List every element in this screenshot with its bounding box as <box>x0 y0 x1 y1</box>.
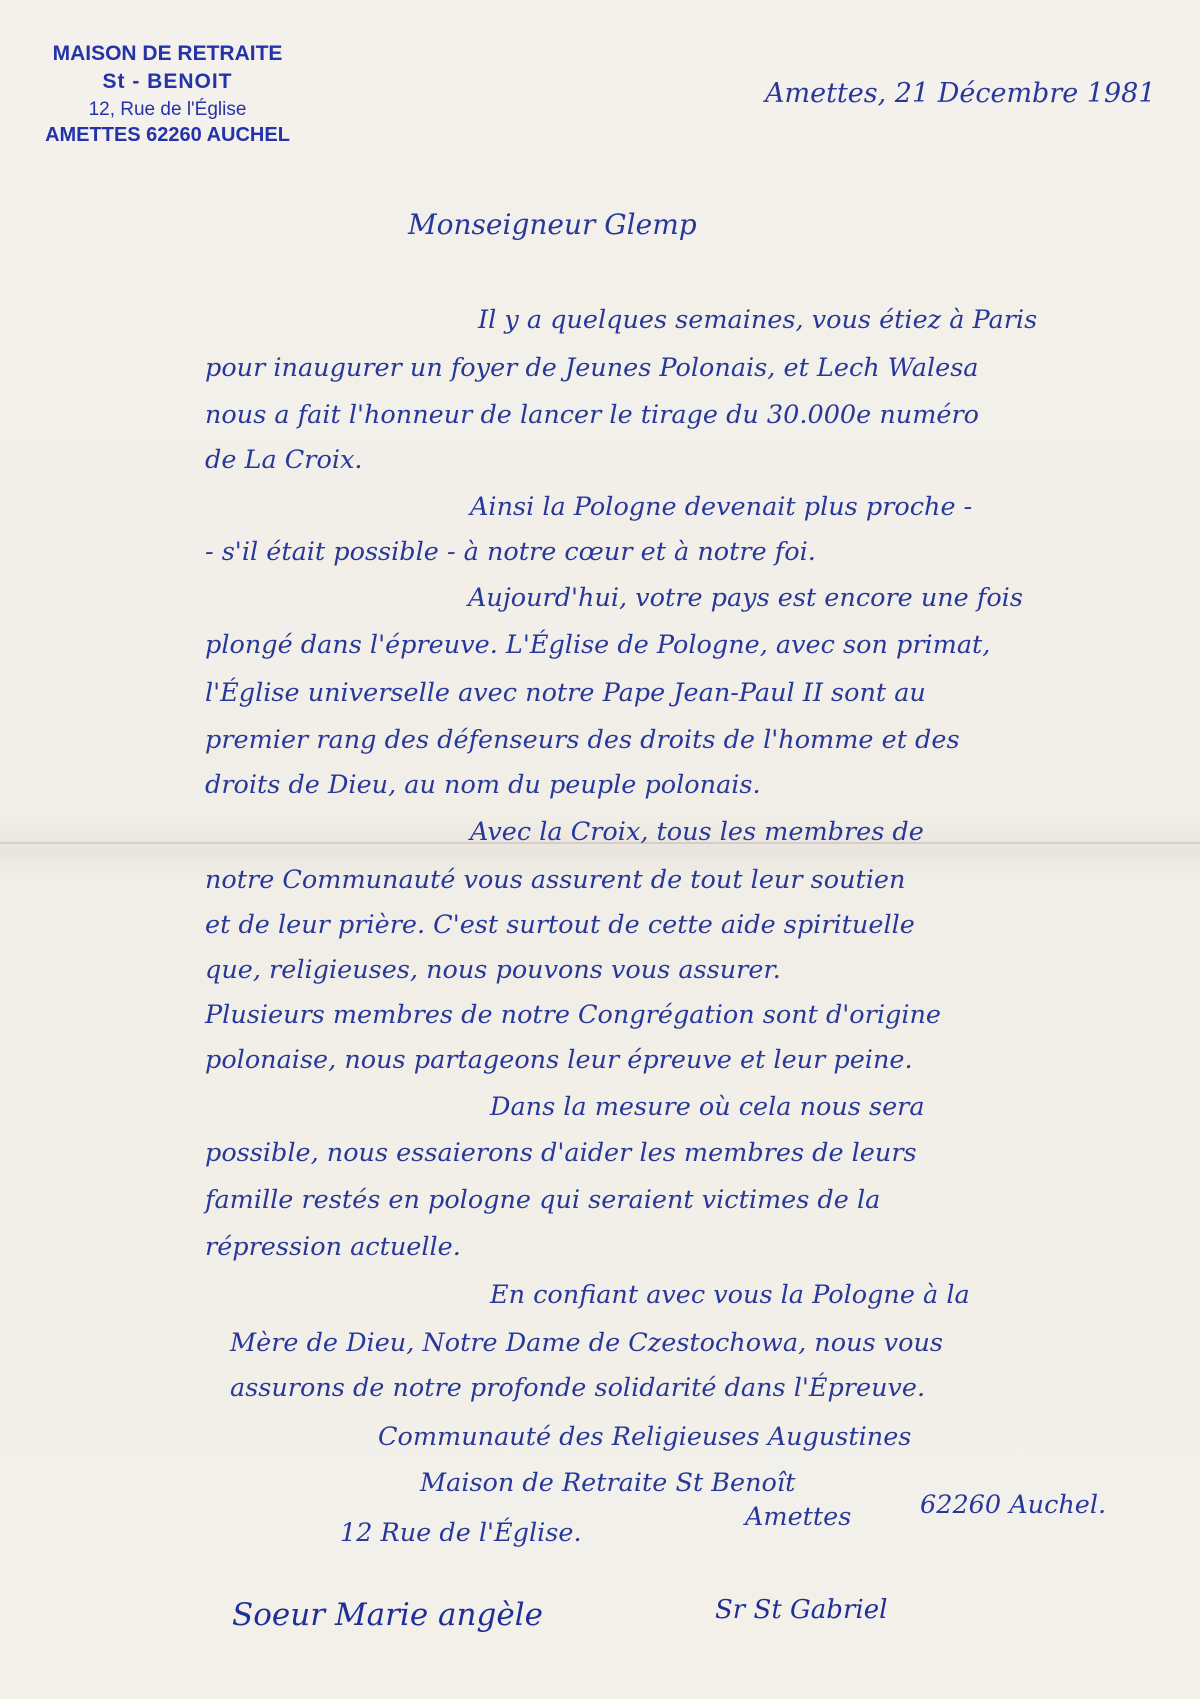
letterhead-stamp <box>30 40 305 149</box>
letterhead-town: AMETTES 62260 AUCHEL <box>45 124 290 147</box>
body-line: que, religieuses, nous pouvons vous assurer. <box>205 955 781 985</box>
closing-line: 12 Rue de l'Église. <box>340 1518 582 1548</box>
body-line: polonaise, nous partageons leur épreuve et leur peine. <box>205 1045 913 1075</box>
signature-sister-name: Soeur Marie angèle <box>232 1597 543 1633</box>
body-line: et de leur prière. C'est surtout de cette aide spirituelle <box>205 910 915 940</box>
body-line: l'Église universelle avec notre Pape Jean-Paul II sont au <box>205 678 926 708</box>
letterhead-street: 12, Rue de l'Église <box>88 98 247 120</box>
body-line: répression actuelle. <box>205 1232 461 1262</box>
closing-line: Maison de Retraite St Benoît <box>420 1468 796 1498</box>
body-line: famille restés en pologne qui seraient victimes de la <box>205 1185 881 1215</box>
body-line: droits de Dieu, au nom du peuple polonais. <box>205 770 761 800</box>
body-line: Avec la Croix, tous les membres de <box>470 817 924 847</box>
body-line: pour inaugurer un foyer de Jeunes Polonais, et Lech Walesa <box>205 353 979 383</box>
body-line: - s'il était possible - à notre cœur et à notre foi. <box>205 537 816 567</box>
letter-date: Amettes, 21 Décembre 1981 <box>765 78 1156 109</box>
closing-line: 62260 Auchel. <box>920 1490 1107 1520</box>
signature-second: Sr St Gabriel <box>715 1595 888 1625</box>
body-line: de La Croix. <box>205 445 363 475</box>
body-line: plongé dans l'épreuve. L'Église de Pologne, avec son primat, <box>205 630 991 660</box>
closing-line: Communauté des Religieuses Augustines <box>378 1422 912 1452</box>
body-line: nous a fait l'honneur de lancer le tirage du 30.000e numéro <box>205 400 980 430</box>
body-line: Dans la mesure où cela nous sera <box>490 1092 925 1122</box>
letter-salutation: Monseigneur Glemp <box>408 208 697 241</box>
body-line: premier rang des défenseurs des droits de l'homme et des <box>205 725 960 755</box>
body-line: possible, nous essaierons d'aider les membres de leurs <box>205 1138 917 1168</box>
closing-line: Amettes <box>745 1502 852 1532</box>
body-line: Plusieurs membres de notre Congrégation sont d'origine <box>205 1000 941 1030</box>
letterhead-subtitle: St - BENOIT <box>102 70 233 94</box>
letterhead-title: MAISON DE RETRAITE <box>52 42 283 65</box>
body-line: assurons de notre profonde solidarité dans l'Épreuve. <box>230 1373 926 1403</box>
body-line: Ainsi la Pologne devenait plus proche - <box>470 492 973 522</box>
body-line: Il y a quelques semaines, vous étiez à Paris <box>478 305 1038 335</box>
body-line: notre Communauté vous assurent de tout leur soutien <box>205 865 906 895</box>
body-line: Aujourd'hui, votre pays est encore une fois <box>468 583 1023 613</box>
body-line: En confiant avec vous la Pologne à la <box>490 1280 970 1310</box>
body-line: Mère de Dieu, Notre Dame de Czestochowa, nous vous <box>230 1328 943 1358</box>
